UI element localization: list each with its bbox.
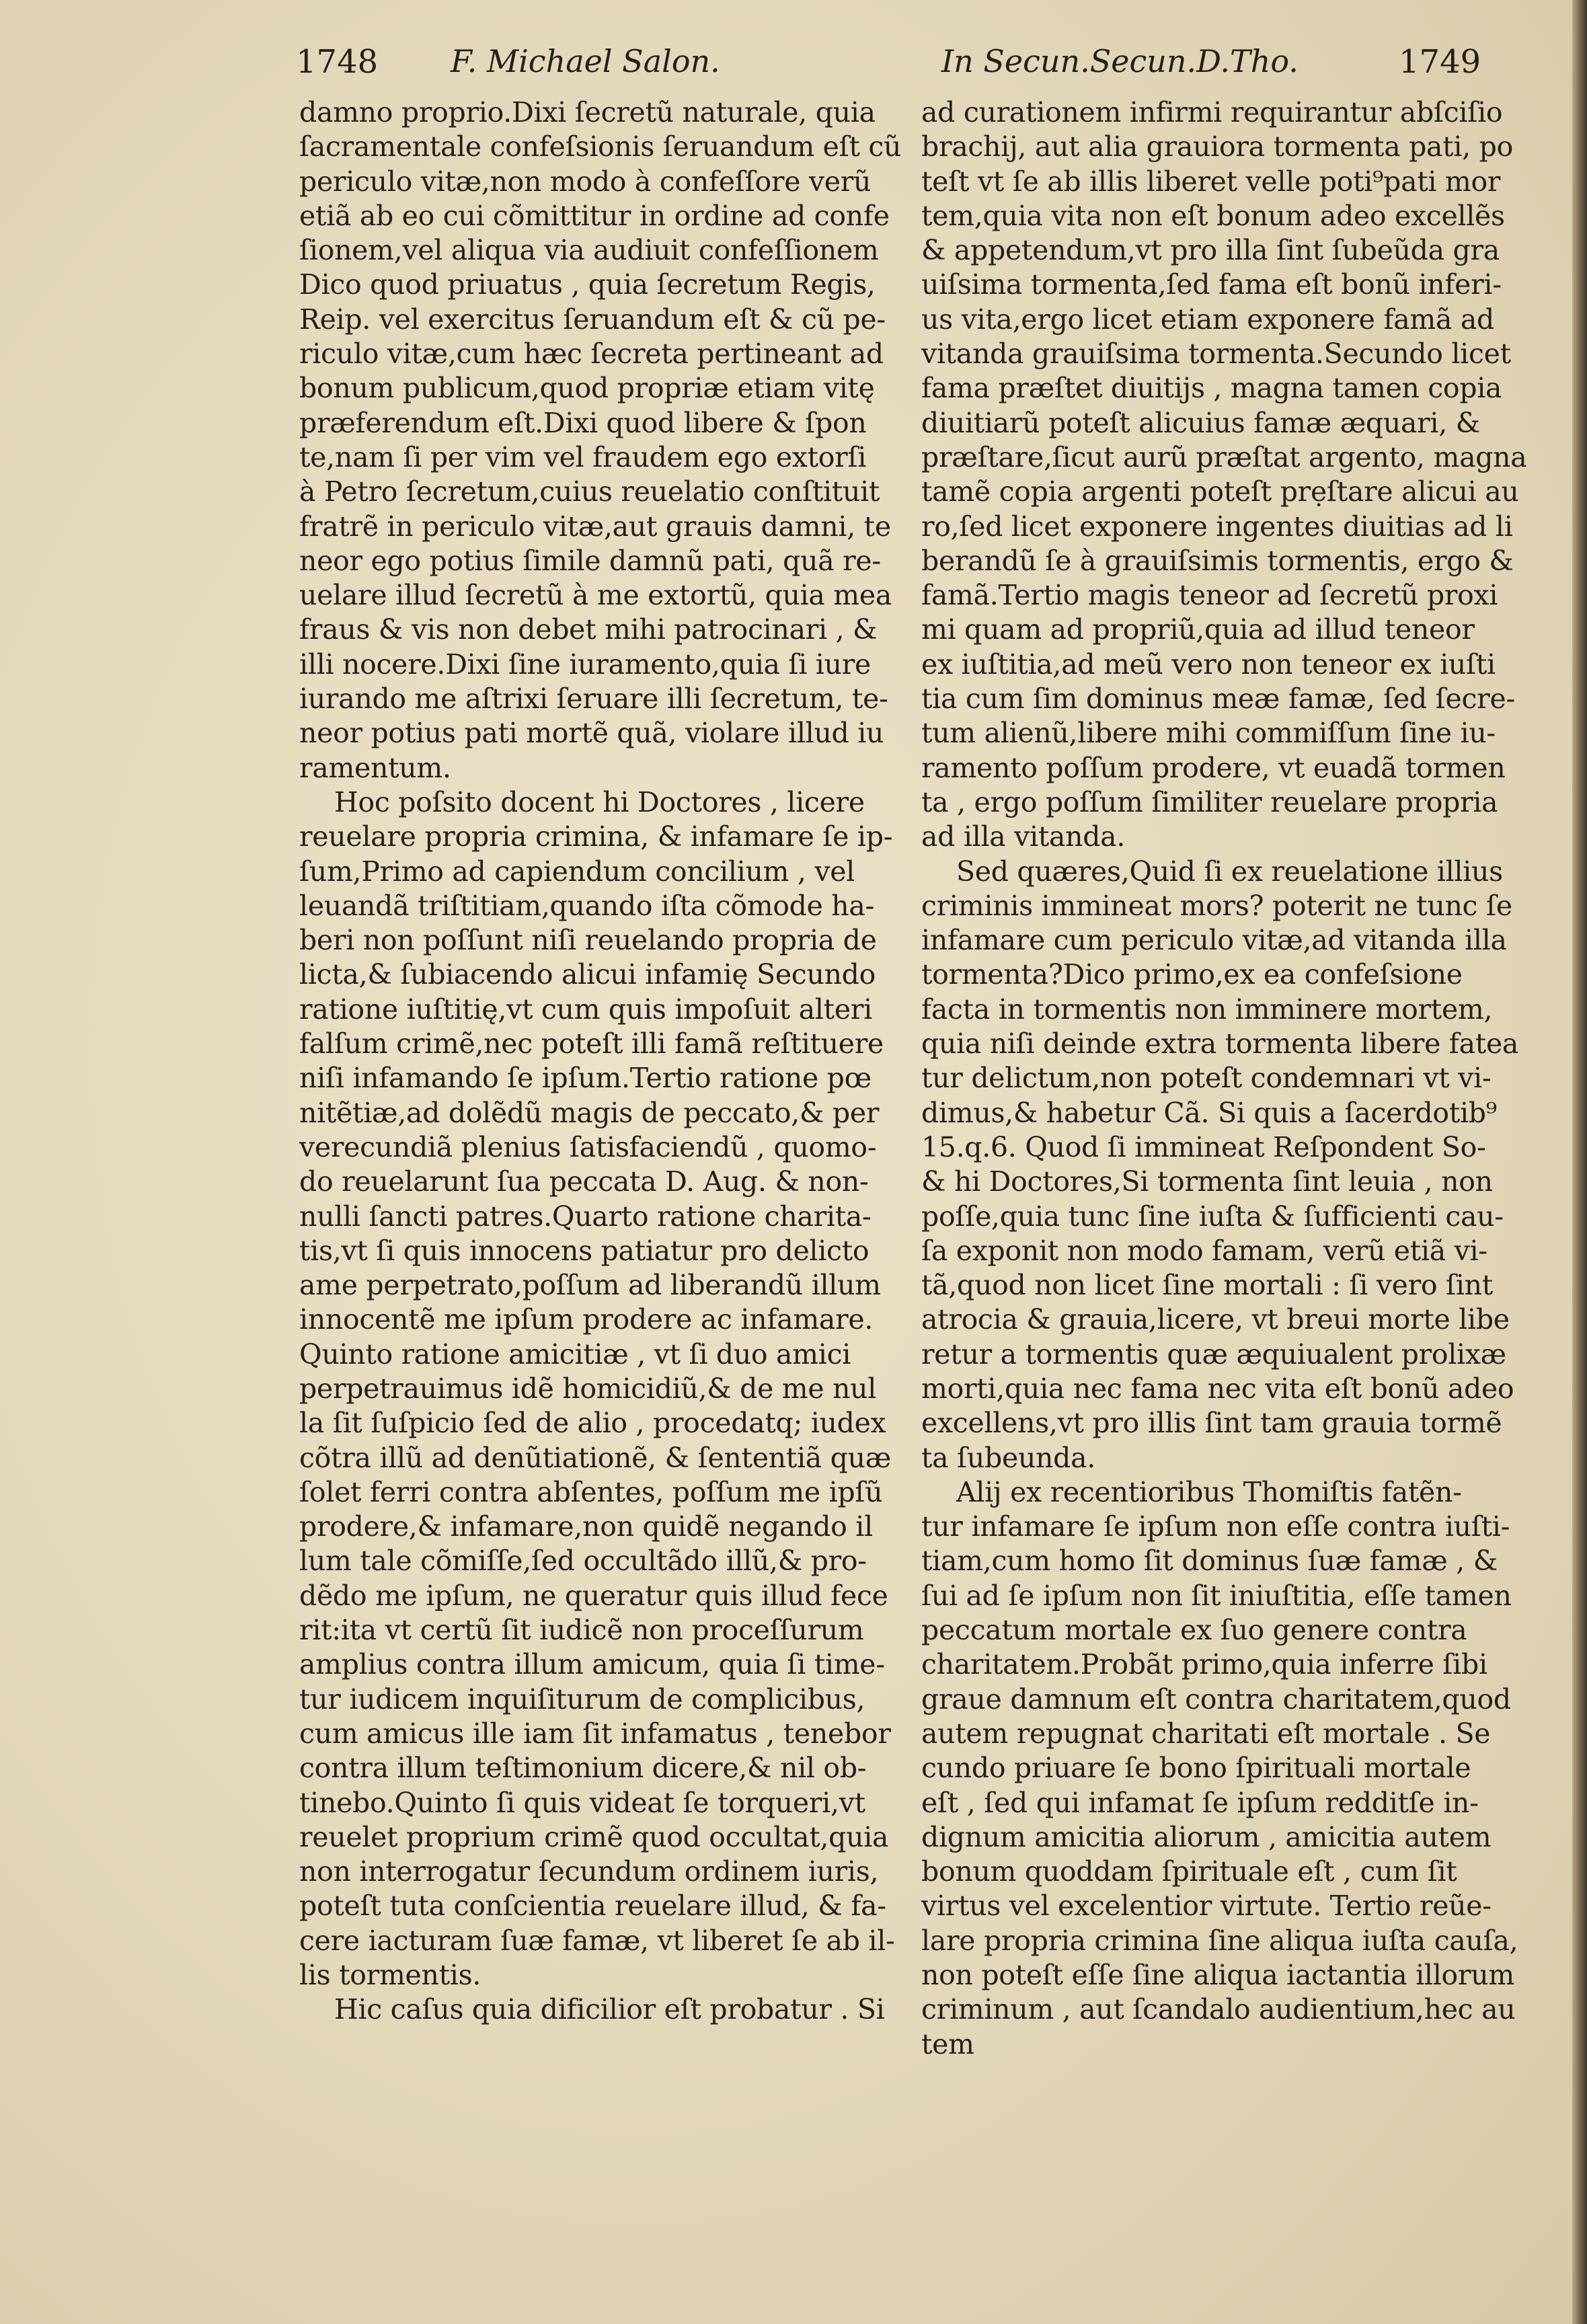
text-line: prodere,& infamare,non quidẽ negando il [299,1510,873,1543]
text-line: tis,vt ſi quis innocens patiatur pro delicto [299,1234,869,1267]
text-line: fratrẽ in periculo vitæ,aut grauis damni, te [299,510,891,543]
left-running-head: F. Michael Salon. [451,43,720,79]
text-line: la ſit ſuſpicio ſed de alio , procedatq; iudex [299,1407,886,1440]
text-line: ta , ergo poſſum ſimiliter reuelare propria [921,785,1498,818]
text-line: dimus,& habetur Cã. Si quis a ſacerdotib⁹ [921,1096,1497,1129]
text-line: vitanda grauiſsima tormenta.Secundo licet [921,338,1511,371]
text-line: famã.Tertio magis teneor ad ſecretũ proxi [921,579,1498,612]
text-line: morti,quia nec fama nec vita eſt bonũ adeo [921,1372,1514,1405]
text-line: ramento poſſum prodere, vt euadã tormen [921,751,1506,784]
text-line: virtus vel excelentior virtute. Tertio reũe- [921,1890,1492,1923]
text-line: damno proprio.Dixi ſecretũ naturale, quia [299,96,876,128]
text-line: ex iuſtitia,ad meũ vero non teneor ex iuſti [921,648,1496,681]
text-line: us vita,ergo licet etiam exponere famã ad [921,303,1494,336]
text-line: tamẽ copia argenti poteſt prẹſtare alicui au [921,475,1519,508]
text-line: Reip. vel exercitus ſeruandum eſt & cũ pe- [299,303,886,336]
text-line: periculo vitæ,non modo à confeſſore verũ [299,165,872,198]
text-line: tem,quia vita non eſt bonum adeo excellẽs [921,199,1505,232]
text-line: ad illa vitanda. [921,820,1126,853]
text-line: præſtare,ſicut aurũ præſtat argento, magna [921,440,1527,473]
right-running-head: In Secun.Secun.D.Tho. [941,43,1299,79]
text-line: ſolet ferri contra abſentes, poſſum me ipſũ [299,1475,883,1508]
text-line: bonum quoddam ſpirituale eſt , cum ſit [921,1855,1457,1888]
text-line: cere iacturam ſuæ famæ, vt liberet ſe ab il- [299,1924,895,1957]
text-line: tiam,cum homo ſit dominus ſuæ famæ , & [921,1545,1498,1578]
text-line: tur delictum,non poteſt condemnari vt vi- [921,1062,1492,1095]
text-line: peccatum mortale ex ſuo genere contra [921,1614,1467,1647]
text-line: iurando me aſtrixi ſeruare illi ſecretum, te- [299,683,888,715]
text-line: ame perpetrato,poſſum ad liberandũ illum [299,1269,881,1302]
left-text-column [299,95,902,2027]
text-line: etiã ab eo cui cõmittitur in ordine ad confe [299,199,890,232]
text-line: uelare illud ſecretũ à me extortũ, quia mea [299,579,892,612]
right-page-header [797,43,1587,90]
text-line: tia cum ſim dominus meæ famæ, ſed ſecre- [921,683,1515,715]
text-line: falſum crimẽ,nec poteſt illi famã reſtituere [299,1028,884,1060]
text-line: Hoc poſsito docent hi Doctores , licere [334,785,865,818]
right-page-number: 1749 [1399,43,1481,81]
text-line: innocentẽ me ipſum prodere ac infamare. [299,1303,874,1336]
text-line: teſt vt ſe ab illis liberet velle poti⁹pati mor [921,165,1501,198]
text-line: rit:ita vt certũ ſit iudicẽ non proceſſurum [299,1614,864,1647]
text-line: beri non poſſunt niſi reuelando propria de [299,924,877,957]
text-line: nitẽtiæ,ad dolẽdũ magis de peccato,& per [299,1096,880,1129]
text-line: niſi infamando ſe ipſum.Tertio ratione pœ [299,1062,872,1095]
text-line: lis tormentis. [299,1959,481,1992]
text-line: cõtra illũ ad denũtiationẽ, & ſententiã quæ [299,1441,891,1474]
text-line: do reuelarunt ſua peccata D. Aug. & non- [299,1165,869,1198]
right-text-column [921,95,1527,2062]
text-line: Dico quod priuatus , quia ſecretum Regis, [299,268,876,301]
text-line: reuelet proprium crimẽ quod occultat,quia [299,1820,889,1853]
text-line: neor ego potius ſimile damnũ pati, quã re- [299,544,881,577]
text-line: cundo priuare ſe bono ſpirituali mortale [921,1752,1471,1785]
text-line: tur iudicem inquiſiturum de complicibus, [299,1682,865,1715]
text-line: reuelare propria crimina, & infamare ſe ip- [299,820,893,853]
text-line: ratione iuſtitię,vt cum quis impoſuit alteri [299,993,872,1025]
text-line: excellens,vt pro illis ſint tam grauia tormẽ [921,1407,1502,1440]
text-line: tã,quod non licet ſine mortali : ſi vero ſint [921,1269,1493,1302]
text-line: criminis immineat mors? poterit ne tunc ſe [921,889,1512,922]
text-line: riculo vitæ,cum hæc ſecreta pertineant ad [299,338,884,371]
text-line: Sed quæres,Quid ſi ex reuelatione illius [956,855,1503,888]
text-line: graue damnum eſt contra charitatem,quod [921,1682,1511,1715]
text-line: ſum,Primo ad capiendum concilium , vel [299,855,855,888]
text-line: dẽdo me ipſum, ne queratur quis illud fece [299,1579,888,1612]
text-line: uiſsima tormenta,ſed fama eſt bonũ inferi- [921,268,1502,301]
text-line: tum alienũ,libere mihi commiſſum ſine iu- [921,717,1496,750]
text-line: ſa exponit non modo famam, verũ etiã vi- [921,1234,1487,1267]
text-line: quia niſi deinde extra tormenta libere fatea [921,1028,1519,1060]
text-line: mi quam ad propriũ,quia ad illud teneor [921,613,1475,646]
text-line: nulli ſancti patres.Quarto ratione charita- [299,1200,872,1233]
text-line: ſacramentale confeſsionis ſeruandum eſt cũ [299,130,902,163]
text-line: licta,& ſubiacendo alicui infamię Secundo [299,958,876,991]
text-line: ta ſubeunda. [921,1441,1095,1474]
text-line: Hic caſus quia dificilior eſt probatur . Si [334,1993,885,2026]
text-line: non interrogatur ſecundum ordinem iuris, [299,1855,879,1888]
text-line: poteſt tuta conſcientia reuelare illud, & fa- [299,1890,886,1923]
text-line: contra illum teſtimonium dicere,& nil ob- [299,1752,867,1785]
text-line: lare propria crimina ſine aliqua iuſta cauſa, [921,1924,1518,1957]
text-line: perpetrauimus idẽ homicidiũ,& de me nul [299,1372,877,1405]
text-line: tormenta?Dico primo,ex ea confeſsione [921,958,1463,991]
text-line: præferendum eſt.Dixi quod libere & ſpon [299,406,867,439]
text-line: lum tale cõmiſſe,ſed occultãdo illũ,& pro- [299,1545,867,1578]
text-line: leuandã triſtitiam,quando iſta cõmode ha- [299,889,875,922]
text-line: tem [921,2027,974,2060]
text-line: facta in tormentis non imminere mortem, [921,993,1493,1025]
text-line: non poteſt eſſe ſine aliqua iactantia illorum [921,1959,1514,1992]
text-line: poſſe,quia tunc ſine iuſta & ſufficienti cau- [921,1200,1504,1233]
text-line: fraus & vis non debet mihi patrocinari , & [299,613,878,646]
text-line: tinebo.Quinto ſi quis videat ſe torqueri,vt [299,1786,865,1819]
page-edge-shadow [1572,0,1587,2324]
text-line: bonum publicum,quod propriæ etiam vitę [299,372,875,405]
text-line: verecundiã plenius ſatisfaciendũ , quomo- [299,1130,877,1163]
text-line: & appetendum,vt pro illa ſint ſubeũda gra [921,234,1500,267]
text-line: dignum amicitia aliorum , amicitia autem [921,1820,1492,1853]
text-line: atrocia & grauia,licere, vt breui morte libe [921,1303,1510,1336]
text-line: ramentum. [299,751,451,784]
text-line: diuitiarũ poteſt alicuius famæ æquari, & [921,406,1480,439]
text-line: cum amicus ille iam ſit infamatus , tenebor [299,1717,891,1750]
text-line: illi nocere.Dixi ſine iuramento,quia ſi iure [299,648,871,681]
text-line: brachij, aut alia grauiora tormenta pati, po [921,130,1513,163]
text-line: Alij ex recentioribus Thomiſtis fatẽn- [956,1475,1462,1508]
text-line: fama præſtet diuitijs , magna tamen copia [921,372,1502,405]
text-line: ad curationem infirmi requirantur abſciſio [921,96,1503,128]
text-line: ſionem,vel aliqua via audiuit confeſſionem [299,234,879,267]
text-line: amplius contra illum amicum, quia ſi time- [299,1648,885,1681]
text-line: te,nam ſi per vim vel fraudem ego extorſi [299,440,867,473]
text-line: charitatem.Probãt primo,quia inferre ſibi [921,1648,1487,1681]
text-line: ro,ſed licet exponere ingentes diuitias ad li [921,510,1513,543]
text-line: 15.q.6. Quod ſi immineat Reſpondent So- [921,1130,1486,1163]
text-line: & hi Doctores,Si tormenta ſint leuia , non [921,1165,1493,1198]
text-line: eſt , ſed qui infamat ſe ipſum redditſe in- [921,1786,1479,1819]
text-line: neor potius pati mortẽ quã, violare illud iu [299,717,884,750]
text-line: criminum , aut ſcandalo audientium,hec au [921,1993,1516,2026]
left-page-number: 1748 [296,43,379,81]
text-line: autem repugnat charitati eſt mortale . Se [921,1717,1491,1750]
text-line: Quinto ratione amicitiæ , vt ſi duo amici [299,1338,851,1370]
text-line: à Petro ſecretum,cuius reuelatio conſtituit [299,475,880,508]
text-line: tur infamare ſe ipſum non eſſe contra iuſti- [921,1510,1510,1543]
left-page-header [0,43,790,90]
text-line: berandũ ſe à grauiſsimis tormentis, ergo & [921,544,1514,577]
text-line: retur a tormentis quæ æquiualent prolixæ [921,1338,1506,1370]
text-line: infamare cum periculo vitæ,ad vitanda illa [921,924,1507,957]
text-line: ſui ad ſe ipſum non ſit iniuſtitia, eſſe tamen [921,1579,1512,1612]
